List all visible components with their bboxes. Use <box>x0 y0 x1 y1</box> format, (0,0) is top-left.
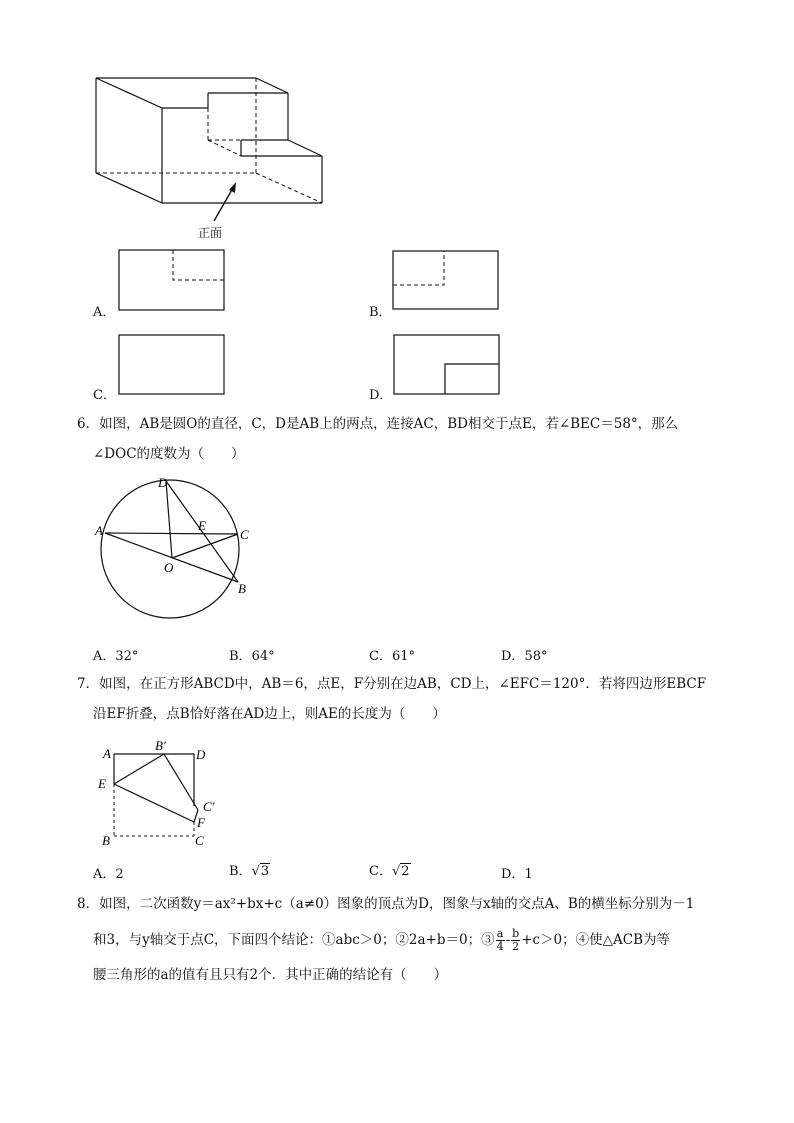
q5-option-d-figure <box>393 334 501 396</box>
q8-question-line3: 腰三角形的a的值有且只有2个．其中正确的结论有（ ） <box>93 967 448 983</box>
q5-option-c-figure <box>118 334 226 396</box>
q5-option-d-letter: D． <box>369 388 393 403</box>
q7-point-b-prime: B′ <box>155 738 166 753</box>
q6-question-line1: 6．如图，AB是圆O的直径，C，D是AB上的两点，连接AC，BD相交于点E，若∠BEC＝58°，那么 <box>77 416 679 432</box>
q8-question-line2: 和3，与y轴交于点C，下面四个结论：①abc＞0；②2a+b＝0；③ $\frac{a}{4}$ - $\frac{b}{2}$ +c＞0；④使△ACB为等 <box>93 927 671 953</box>
q7-question-line2: 沿EF折叠，点B恰好落在AD边上，则AE的长度为（ ） <box>93 706 446 722</box>
q6-point-o: O <box>164 560 174 575</box>
q6-option-a: A．32° <box>93 649 139 664</box>
q6-point-c: C <box>240 527 249 542</box>
front-arrow-icon <box>214 182 236 221</box>
q7-question-line1: 7．如图，在正方形ABCD中，AB＝6，点E，F分别在边AB，CD上，∠EFC＝120°．若将四边形EBCF <box>77 676 707 692</box>
q7-point-c: C <box>195 833 204 848</box>
q6-option-b: B．64° <box>229 649 275 664</box>
q7-option-b: B．√3 <box>229 864 270 879</box>
q7-option-a: A．2 <box>93 867 124 882</box>
q7-option-b-sqrt: √3 <box>251 864 270 879</box>
q5-option-b-letter: B． <box>369 305 392 320</box>
q7-option-c-sqrt: √2 <box>391 864 410 879</box>
q6-point-e: E <box>198 518 206 533</box>
q7-point-b: B <box>102 833 110 848</box>
q7-point-d: D <box>196 747 206 762</box>
q6-point-a: A <box>95 523 103 538</box>
q5-option-b-figure <box>392 250 500 312</box>
q8-question-line1: 8．如图，二次函数y＝ax²+bx+c（a≠0）图象的顶点为D，图象与x轴的交点A、B的横坐标分别为－1 <box>77 896 695 912</box>
q5-solid-figure <box>0 0 794 250</box>
q5-option-a-figure <box>118 249 226 312</box>
q7-point-f: F <box>197 815 205 830</box>
q7-point-e: E <box>98 776 106 791</box>
q7-point-c-prime: C′ <box>203 799 215 814</box>
q6-circle-figure <box>92 472 262 632</box>
front-view-label: 正面 <box>198 226 223 240</box>
q5-option-a-letter: A． <box>93 305 116 320</box>
q6-option-d: D．58° <box>501 649 548 664</box>
q6-option-c: C．61° <box>369 649 415 664</box>
q6-point-d: D <box>158 475 168 490</box>
q7-option-c: C．√2 <box>369 864 410 879</box>
q7-option-d: D．1 <box>501 867 533 882</box>
q7-square-figure <box>94 736 224 851</box>
q8-fraction-b-over-2: $\frac{b}{2}$ <box>512 927 520 953</box>
q8-fraction-a-over-4: $\frac{a}{4}$ <box>496 927 504 953</box>
q6-question-line2: ∠DOC的度数为（ ） <box>93 446 245 462</box>
q7-point-a: A <box>103 746 111 761</box>
q6-point-b: B <box>238 581 246 596</box>
q5-option-c-letter: C． <box>93 388 116 403</box>
